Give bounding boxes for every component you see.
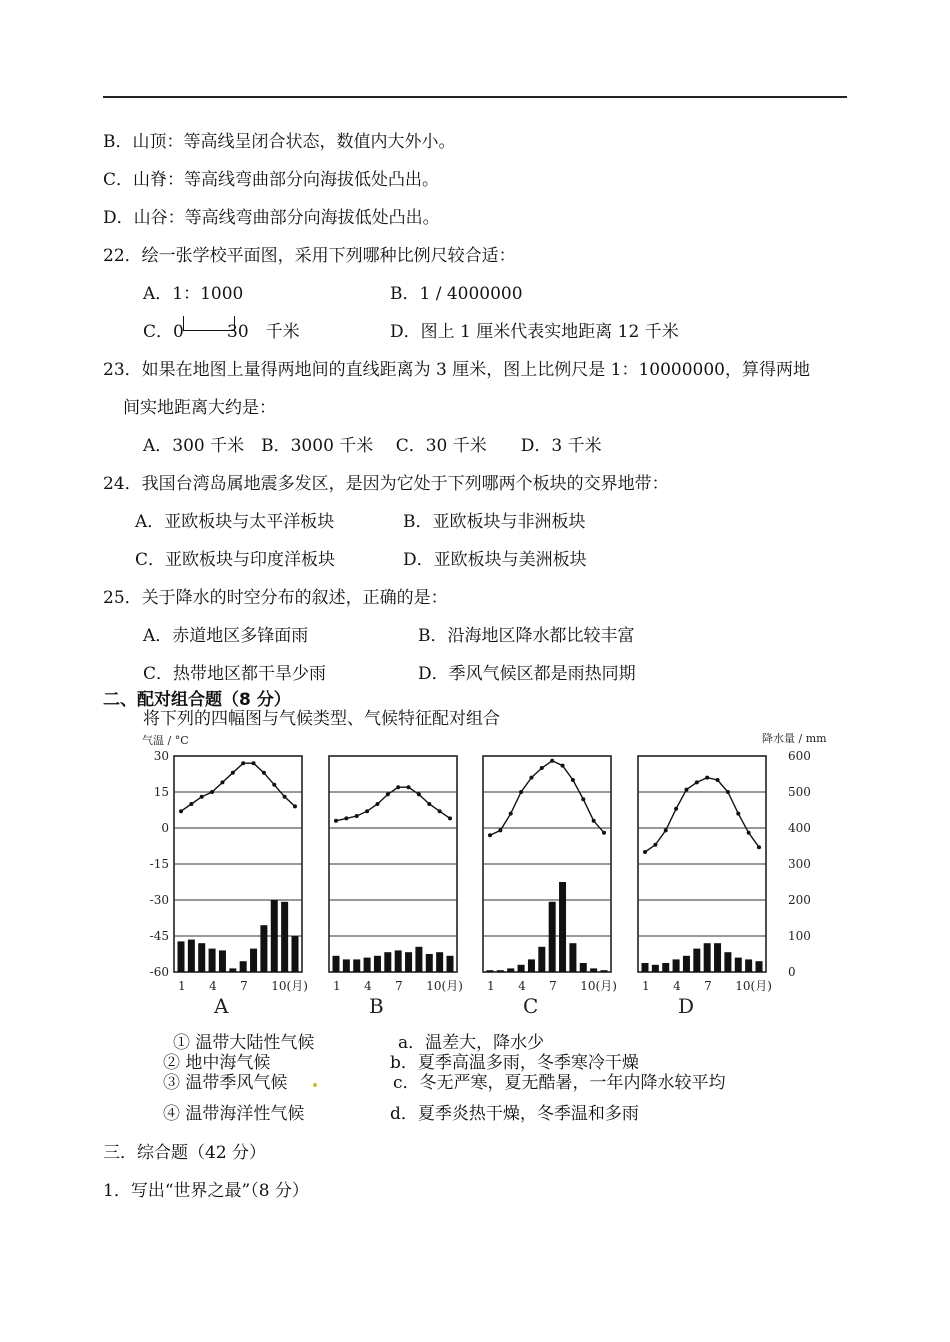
temperature-point [334,819,338,823]
temperature-point [231,771,235,775]
temperature-point [540,766,544,770]
temperature-point [283,795,287,799]
temp-tick-label: -30 [149,893,169,907]
month-tick-label: 4 [209,979,217,993]
temperature-point [179,809,183,813]
precip-bar [405,952,412,972]
temperature-point [386,792,390,796]
month-tick-label: 10(月) [735,979,772,993]
precip-bar [683,956,690,972]
temperature-line [181,763,295,811]
q25-option-a: A．赤道地区多锋面雨 [143,626,309,646]
feature-b: b．夏季高温多雨，冬季寒冷干燥 [390,1053,639,1073]
precip-bar [507,968,514,972]
precip-bar [662,963,669,972]
month-tick-label: 1 [487,979,495,993]
temperature-point [684,788,688,792]
temperature-point [252,761,256,765]
precip-bar [229,968,236,972]
precip-bar [364,958,371,972]
climate-charts [138,728,827,1028]
precip-bar [219,950,226,972]
temperature-line [645,778,759,852]
temperature-line [490,761,604,835]
feature-d: d．夏季炎热干燥，冬季温和多雨 [390,1104,639,1124]
climate-2: ② 地中海气候 [163,1053,271,1073]
precip-bar [292,936,299,972]
month-tick-label: 10(月) [271,979,308,993]
q22-option-d: D．图上 1 厘米代表实地距离 12 千米 [390,322,679,342]
temperature-point [365,809,369,813]
temp-tick-label: 0 [161,821,169,835]
temperature-point [561,764,565,768]
precip-bar [673,959,680,972]
precip-bar [415,947,422,972]
temperature-point [747,831,751,835]
month-tick-label: 1 [333,979,341,993]
precip-tick-label: 600 [788,749,811,763]
temperature-point [529,776,533,780]
q24-option-a: A．亚欧板块与太平洋板块 [135,512,335,532]
q23-stem-line2: 间实地距离大约是： [123,398,276,418]
temperature-point [498,828,502,832]
precip-bar [374,956,381,972]
precip-bar [209,949,216,972]
temperature-point [438,809,442,813]
temperature-point [550,759,554,763]
temperature-point [653,843,657,847]
q25-stem: 25．关于降水的时空分布的叙述，正确的是： [103,588,448,608]
q22-stem: 22．绘一张学校平面图，采用下列哪种比例尺较合适： [103,246,516,266]
precip-bar [250,949,257,972]
temperature-point [375,802,379,806]
temperature-point [488,833,492,837]
climate-panel-a [174,756,308,1018]
section2-title: 二、配对组合题（8 分） [103,690,291,710]
precip-bar [724,952,731,972]
climate-3: ③ 温带季风气候 [163,1073,288,1093]
month-tick-label: 7 [240,979,248,993]
precip-tick-label: 0 [788,965,796,979]
precip-bar [487,970,494,972]
q24-option-b: B．亚欧板块与非洲板块 [403,512,586,532]
temperature-point [509,812,513,816]
precip-bar [281,902,288,972]
precip-bar [601,970,608,972]
precip-bar [538,947,545,972]
month-tick-label: 1 [178,979,186,993]
month-tick-label: 1 [642,979,650,993]
temp-tick-label: 30 [153,749,169,763]
option-d-valley: D．山谷：等高线弯曲部分向海拔低处凸出。 [103,208,440,228]
temperature-point [448,816,452,820]
temperature-point [581,797,585,801]
temperature-point [417,792,421,796]
precip-bar [436,952,443,972]
q24-stem: 24．我国台湾岛属地震多发区，是因为它处于下列哪两个板块的交界地带： [103,474,669,494]
precip-bar [271,900,278,972]
precip-bar [590,968,597,972]
temperature-point [643,850,647,854]
precip-bar [714,943,721,972]
q23-stem-line1: 23．如果在地图上量得两地间的直线距离为 3 厘米，图上比例尺是 1：10000000，算得两地 [103,360,811,380]
option-b-hilltop: B．山顶：等高线呈闭合状态，数值内大外小。 [103,132,456,152]
month-tick-label: 7 [549,979,557,993]
temp-tick-label: 15 [153,785,169,799]
temperature-point [200,795,204,799]
month-tick-label: 4 [518,979,526,993]
temperature-point [355,814,359,818]
temp-tick-label: -60 [149,965,169,979]
precip-bar [559,882,566,972]
section2-instruction: 将下列的四幅图与气候类型、气候特征配对组合 [143,709,500,729]
precip-bar [178,941,185,972]
temperature-point [736,812,740,816]
precip-bar [395,950,402,972]
precip-bar [353,959,360,972]
temperature-point [602,831,606,835]
precip-bar [642,963,649,972]
month-tick-label: 7 [704,979,712,993]
temperature-point [592,819,596,823]
temperature-point [757,845,761,849]
q22-option-a: A．1：1000 [143,284,244,304]
precip-bar [343,959,350,972]
month-tick-label: 7 [395,979,403,993]
feature-a: a．温差大，降水少 [398,1033,545,1053]
month-tick-label: 10(月) [580,979,617,993]
precip-bar [333,956,340,972]
q22-option-c-suffix: 30 千米 [227,322,300,342]
temp-tick-label: -15 [149,857,169,871]
stray-mark [313,1083,317,1087]
precip-bar [549,902,556,972]
right-axis-label: 降水量 / mm [762,732,827,745]
precip-bar [240,961,247,972]
temperature-point [262,771,266,775]
precip-bar [497,970,504,972]
q25-option-d: D．季风气候区都是雨热同期 [418,664,636,684]
precip-bar [518,965,525,972]
precip-bar [260,925,267,972]
temperature-point [519,790,523,794]
climate-1: ① 温带大陆性气候 [173,1033,315,1053]
climate-panel-d [638,756,772,1018]
temperature-point [407,785,411,789]
precip-bar [198,943,205,972]
temperature-point [716,778,720,782]
precip-bar [693,949,700,972]
temperature-point [571,778,575,782]
temperature-point [210,790,214,794]
precip-bar [735,958,742,972]
temperature-point [241,761,245,765]
climate-panel-b [329,756,463,1018]
q25-option-c: C．热带地区都干旱少雨 [143,664,327,684]
header-rule [103,96,847,98]
q23-options: A．300 千米 B．3000 千米 C．30 千米 D．3 千米 [143,436,602,456]
panel-label: B [369,994,384,1018]
q24-option-c: C．亚欧板块与印度洋板块 [135,550,336,570]
section3-q1: 1．写出“世界之最”（8 分） [103,1181,309,1201]
precip-tick-label: 200 [788,893,811,907]
temperature-point [396,785,400,789]
temp-tick-label: -45 [149,929,169,943]
precip-bar [569,943,576,972]
feature-c: c．冬无严寒，夏无酷暑，一年内降水较平均 [393,1073,726,1093]
precip-bar [704,943,711,972]
precip-bar [426,954,433,972]
q25-option-b: B．沿海地区降水都比较丰富 [418,626,635,646]
precip-bar [745,959,752,972]
panel-label: A [214,994,229,1018]
month-tick-label: 4 [673,979,681,993]
temperature-point [664,828,668,832]
temperature-point [293,804,297,808]
precip-bar [580,963,587,972]
q22-option-c-prefix: C．0 [143,322,184,342]
temperature-point [705,776,709,780]
precip-bar [528,959,535,972]
precip-tick-label: 500 [788,785,811,799]
precip-tick-label: 300 [788,857,811,871]
month-tick-label: 10(月) [426,979,463,993]
temperature-point [674,807,678,811]
precip-bar [188,940,195,972]
temperature-point [427,802,431,806]
temperature-point [220,780,224,784]
option-c-ridge: C．山脊：等高线弯曲部分向海拔低处凸出。 [103,170,440,190]
q22-option-b: B．1 / 4000000 [390,284,523,304]
climate-panel-c [483,756,617,1018]
climate-4: ④ 温带海洋性气候 [163,1104,305,1124]
precip-bar [447,956,454,972]
temperature-point [726,790,730,794]
q24-option-d: D．亚欧板块与美洲板块 [403,550,587,570]
precip-bar [384,952,391,972]
precip-bar [756,961,763,972]
precip-tick-label: 400 [788,821,811,835]
precip-tick-label: 100 [788,929,811,943]
temperature-point [272,783,276,787]
panel-label: C [523,994,539,1018]
precip-bar [652,965,659,972]
left-axis-label: 气温 / °C [142,734,189,747]
temperature-point [695,780,699,784]
section3-title: 三．综合题（42 分） [103,1143,267,1163]
month-tick-label: 4 [364,979,372,993]
temperature-point [189,802,193,806]
panel-label: D [678,994,695,1018]
temperature-point [344,816,348,820]
